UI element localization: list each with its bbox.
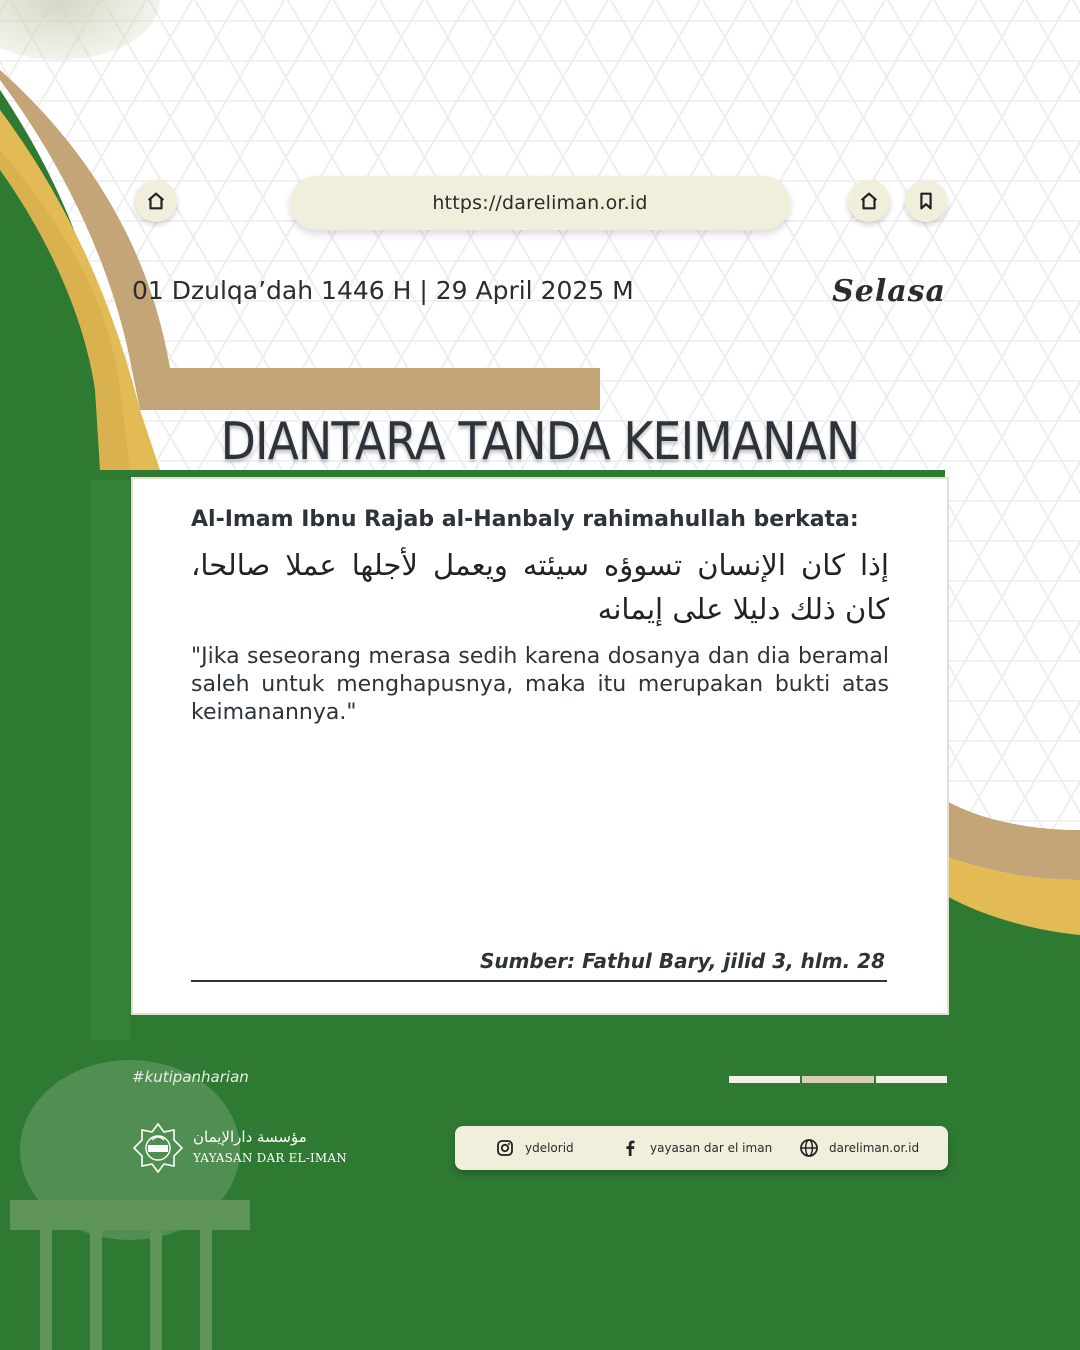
quote-intro: Al-Imam Ibnu Rajab al-Hanbaly rahimahullah berkata: — [191, 507, 859, 532]
social-links-bar — [455, 1126, 948, 1170]
globe-icon — [799, 1138, 819, 1158]
website-label: dareliman.or.id — [829, 1141, 920, 1155]
progress-segment — [876, 1076, 947, 1083]
website-link[interactable] — [799, 1126, 919, 1170]
logo-latin-text: YAYASAN DAR EL-IMAN — [193, 1151, 347, 1165]
facebook-icon — [620, 1138, 640, 1158]
instagram-label: ydelorid — [525, 1141, 574, 1155]
foundation-logo-icon — [132, 1122, 184, 1174]
progress-segment — [729, 1076, 800, 1083]
instagram-icon — [495, 1138, 515, 1158]
facebook-label: yayasan dar el iman — [650, 1141, 773, 1155]
instagram-link[interactable] — [495, 1126, 574, 1170]
home-button-right[interactable] — [848, 180, 890, 222]
home-button-left[interactable] — [135, 180, 177, 222]
home-icon — [858, 190, 880, 212]
url-bar[interactable] — [290, 176, 790, 230]
quote-card — [131, 477, 949, 1015]
quote-source: Sumber: Fathul Bary, jilid 3, hlm. 28 — [479, 949, 885, 973]
home-icon — [145, 190, 167, 212]
source-underline — [191, 980, 887, 982]
page-title: DIANTARA TANDA KEIMANAN — [220, 412, 860, 472]
date-text: 01 Dzulqa’dah 1446 H | 29 April 2025 M — [132, 276, 634, 305]
quote-translation: "Jika seseorang merasa sedih karena dosanya dan dia beramal saleh untuk menghapusnya, maka itu merupakan bukti atas keimanannya." — [191, 644, 889, 725]
bookmark-button[interactable] — [905, 180, 947, 222]
quote-arabic: إذا كان الإنسان تسوؤه سيئته ويعمل لأجلها عملا صالحا، كان ذلك دليلا على إيمانه — [191, 548, 889, 626]
url-text: https://dareliman.or.id — [432, 192, 648, 214]
logo-arabic-text: مؤسسة دارالإيمان — [193, 1128, 307, 1146]
hashtag: #kutipanharian — [132, 1068, 249, 1086]
day-text: Selasa — [832, 274, 946, 309]
bookmark-icon — [915, 190, 937, 212]
slide-progress — [729, 1076, 947, 1083]
facebook-link[interactable] — [620, 1126, 772, 1170]
progress-segment-active — [802, 1076, 873, 1083]
